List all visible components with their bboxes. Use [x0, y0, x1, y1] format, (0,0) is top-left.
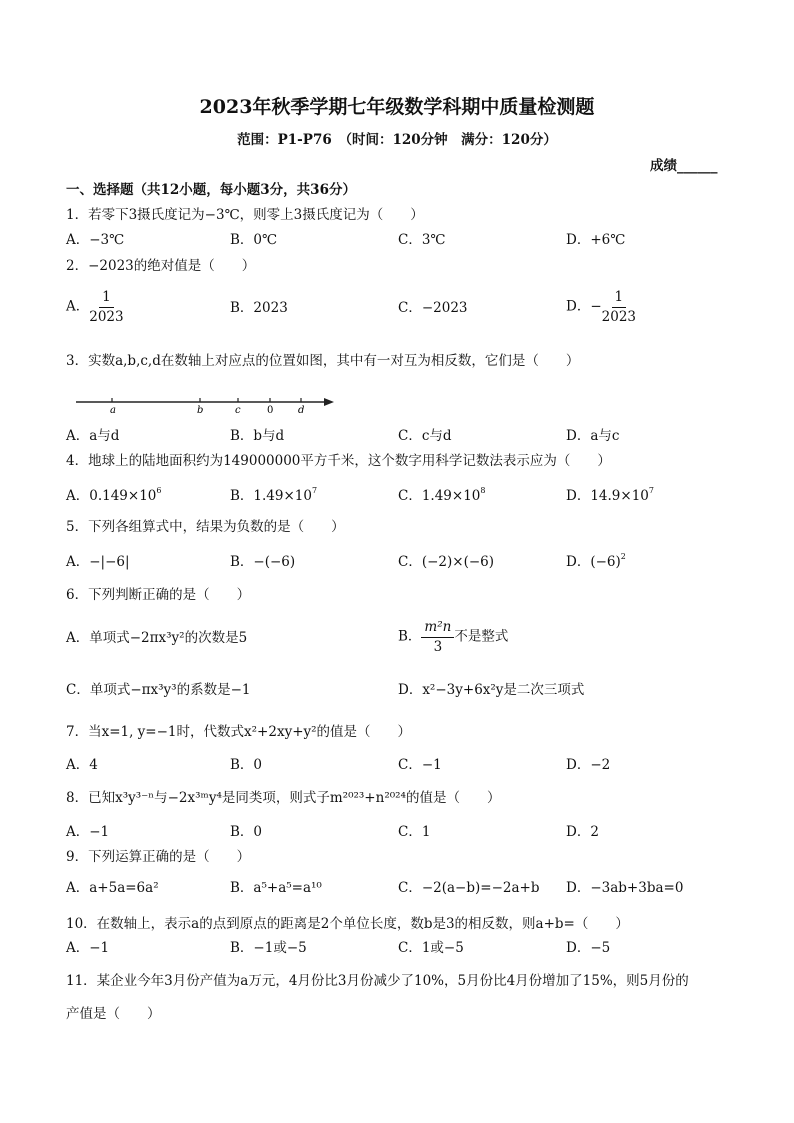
- fraction-denominator: 3: [433, 638, 443, 655]
- question-3-option-b: B．b与d: [230, 428, 285, 444]
- option-b-label: B．: [398, 628, 422, 645]
- section-heading: 一、选择题（共12小题，每小题3分，共36分）: [66, 182, 356, 198]
- option-a-label: A．: [66, 298, 90, 315]
- question-1-option-d: D．+6℃: [566, 232, 626, 248]
- label-0: 0: [267, 405, 274, 416]
- exponent: 7: [311, 486, 318, 495]
- label-d: d: [298, 405, 305, 416]
- question-11-stem-line-2: 产值是（ ）: [66, 1006, 161, 1022]
- question-4-option-b: [230, 486, 318, 504]
- exponent: 8: [480, 486, 486, 495]
- option-text: B．1.49×10: [230, 488, 312, 504]
- question-5-option-d: [566, 552, 626, 570]
- question-6-option-b: [398, 620, 508, 655]
- question-10-option-d: D．−5: [566, 940, 611, 956]
- exam-title: 2023年秋季学期七年级数学科期中质量检测题: [199, 96, 595, 118]
- question-3-option-a: A．a与d: [66, 428, 120, 444]
- question-4-option-c: [398, 486, 486, 504]
- question-9-option-c: C．−2(a−b)=−2a+b: [398, 880, 540, 896]
- fraction-numerator: m²n: [421, 620, 454, 638]
- question-5-stem: 5．下列各组算式中，结果为负数的是（ ）: [66, 519, 345, 535]
- question-10-option-c: C．1或−5: [398, 940, 464, 956]
- question-5-option-c: C．(−2)×(−6): [398, 554, 495, 570]
- score-field: 成绩______: [650, 158, 718, 174]
- question-4-option-d: [566, 486, 654, 504]
- question-10-option-a: A．−1: [66, 940, 110, 956]
- option-b-tail: 不是整式: [454, 628, 509, 645]
- question-2-option-c: C．−2023: [398, 300, 468, 316]
- exponent: 7: [648, 486, 654, 495]
- option-text: D．(−6): [566, 554, 621, 570]
- label-c: c: [235, 405, 241, 416]
- question-5-option-b: B．−(−6): [230, 554, 296, 570]
- fraction-denominator: 2023: [601, 308, 636, 325]
- fraction-numerator: 1: [612, 290, 627, 308]
- question-10-option-b: B．−1或−5: [230, 940, 307, 956]
- question-7-option-b: B．0: [230, 757, 263, 773]
- question-10-stem: 10．在数轴上，表示a的点到原点的距离是2个单位长度，数b是3的相反数，则a+b=（ ）: [66, 916, 629, 932]
- number-line-figure: [72, 380, 340, 416]
- question-6-option-a: A．单项式−2πx³y²的次数是5: [66, 630, 248, 646]
- option-text: D．14.9×10: [566, 488, 649, 504]
- question-4-option-a: [66, 486, 162, 504]
- question-9-stem: 9．下列运算正确的是（ ）: [66, 849, 251, 865]
- question-8-option-c: C．1: [398, 824, 431, 840]
- question-5-option-a: A．−|−6|: [66, 554, 130, 570]
- question-9-option-a: A．a+5a=6a²: [66, 880, 159, 896]
- question-4-stem: 4．地球上的陆地面积约为149000000平方千米，这个数字用科学记数法表示应为（ ）: [66, 453, 611, 469]
- question-8-option-d: D．2: [566, 824, 599, 840]
- question-7-option-c: C．−1: [398, 757, 442, 773]
- question-3-option-d: D．a与c: [566, 428, 620, 444]
- question-1-option-b: B．0℃: [230, 232, 278, 248]
- number-line-arrow: [324, 398, 334, 406]
- question-2-stem: 2．−2023的绝对值是（ ）: [66, 258, 256, 274]
- fraction: [421, 620, 454, 655]
- exponent: 6: [156, 486, 162, 495]
- question-7-stem: 7．当x=1, y=−1时，代数式x²+2xy+y²的值是（ ）: [66, 724, 412, 740]
- question-1-option-c: C．3℃: [398, 232, 446, 248]
- question-3-option-c: C．c与d: [398, 428, 452, 444]
- question-8-stem: 8．已知x³y³⁻ⁿ与−2x³ᵐy⁴是同类项，则式子m²⁰²³+n²⁰²⁴的值是（ ）: [66, 790, 501, 806]
- question-6-option-c: C．单项式−πx³y³的系数是−1: [66, 682, 251, 698]
- question-2-option-b: B．2023: [230, 300, 288, 316]
- question-8-option-a: A．−1: [66, 824, 110, 840]
- label-b: b: [197, 405, 204, 416]
- fraction: [602, 290, 636, 325]
- fraction: [89, 290, 123, 325]
- question-7-option-d: D．−2: [566, 757, 611, 773]
- option-text: C．1.49×10: [398, 488, 481, 504]
- exam-subtitle: 范围：P1-P76 （时间：120分钟 满分：120分）: [237, 132, 557, 148]
- question-3-stem: 3．实数a,b,c,d在数轴上对应点的位置如图，其中有一对互为相反数，它们是（ ）: [66, 353, 580, 369]
- question-11-stem-line-1: 11．某企业今年3月份产值为a万元，4月份比3月份减少了10%，5月份比4月份增加了15%，则5月份的: [66, 973, 689, 989]
- question-6-stem: 6．下列判断正确的是（ ）: [66, 587, 251, 603]
- fraction-numerator: 1: [99, 290, 114, 308]
- question-1-stem: 1．若零下3摄氏度记为−3℃，则零上3摄氏度记为（ ）: [66, 207, 424, 223]
- question-8-option-b: B．0: [230, 824, 263, 840]
- question-6-option-d: D．x²−3y+6x²y是二次三项式: [398, 682, 585, 698]
- option-text: A．0.149×10: [66, 488, 157, 504]
- question-9-option-b: B．a⁵+a⁵=a¹⁰: [230, 880, 322, 896]
- fraction-denominator: 2023: [89, 308, 124, 325]
- question-2-option-d: [566, 290, 636, 325]
- question-1-option-a: A．−3℃: [66, 232, 125, 248]
- option-d-label: D．−: [566, 298, 602, 315]
- question-7-option-a: A．4: [66, 757, 98, 773]
- question-9-option-d: D．−3ab+3ba=0: [566, 880, 684, 896]
- exponent: 2: [620, 552, 626, 561]
- label-a: a: [110, 405, 116, 416]
- question-2-option-a: [66, 290, 124, 325]
